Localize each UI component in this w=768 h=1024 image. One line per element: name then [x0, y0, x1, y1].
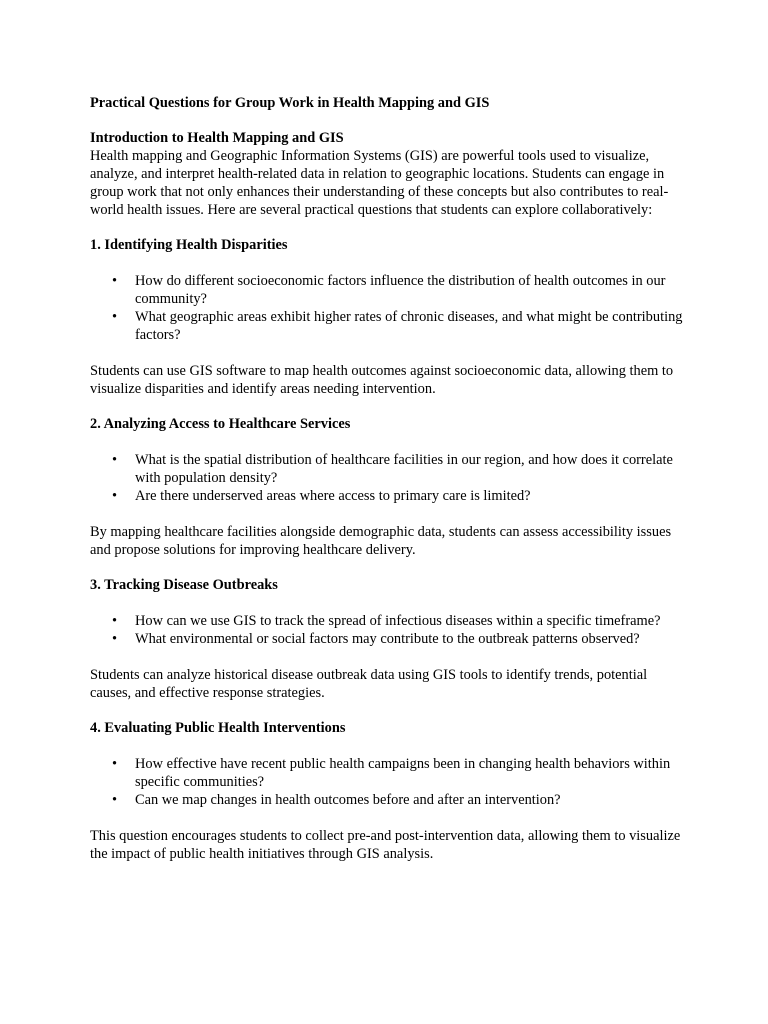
section-tracking-disease-outbreaks [90, 576, 685, 702]
question-list [90, 755, 685, 809]
document-title: Practical Questions for Group Work in Health Mapping and GIS [90, 95, 490, 111]
question-item [90, 612, 685, 630]
section-identifying-health-disparities [90, 236, 685, 398]
question-text: How effective have recent public health campaigns been in changing health behaviors within specific communities? [135, 756, 671, 790]
question-text: Are there underserved areas where access to primary care is limited? [135, 488, 531, 504]
bullet-icon: • [112, 488, 118, 504]
section-analyzing-access-to-healthcare [90, 415, 685, 559]
bullet-icon: • [112, 452, 118, 468]
question-text: How can we use GIS to track the spread of infectious diseases within a specific timeframe? [135, 613, 661, 629]
document-page [90, 94, 685, 863]
bullet-icon: • [112, 756, 118, 772]
question-text: What geographic areas exhibit higher rates of chronic diseases, and what might be contributing factors? [135, 309, 683, 343]
question-list [90, 612, 685, 648]
section-heading: 4. Evaluating Public Health Interventions [90, 720, 346, 736]
question-item [90, 791, 685, 809]
intro-heading: Introduction to Health Mapping and GIS [90, 130, 344, 146]
section-heading: 2. Analyzing Access to Healthcare Services [90, 416, 351, 432]
bullet-icon: • [112, 273, 118, 289]
section-paragraph: Students can analyze historical disease outbreak data using GIS tools to identify trends, potential causes, and effective response strategies. [90, 667, 648, 701]
bullet-icon: • [112, 792, 118, 808]
section-paragraph: This question encourages students to collect pre-and post-intervention data, allowing them to visualize the impact of public health initiatives through GIS analysis. [90, 828, 681, 862]
section-heading: 1. Identifying Health Disparities [90, 237, 288, 253]
question-item [90, 272, 685, 308]
question-item [90, 487, 685, 505]
section-paragraph: Students can use GIS software to map health outcomes against socioeconomic data, allowing them to visualize disparities and identify areas needing intervention. [90, 363, 674, 397]
bullet-icon: • [112, 631, 118, 647]
bullet-icon: • [112, 309, 118, 325]
section-paragraph: By mapping healthcare facilities alongside demographic data, students can assess accessibility issues and propose solutions for improving healthcare delivery. [90, 524, 672, 558]
question-text: What environmental or social factors may contribute to the outbreak patterns observed? [135, 631, 640, 647]
question-item [90, 308, 685, 344]
section-evaluating-public-health-interventions [90, 719, 685, 863]
bullet-icon: • [112, 613, 118, 629]
question-item [90, 451, 685, 487]
question-list [90, 272, 685, 344]
question-text: What is the spatial distribution of healthcare facilities in our region, and how does it correlate with population density? [135, 452, 673, 486]
intro-paragraph: Health mapping and Geographic Information Systems (GIS) are powerful tools used to visualize, analyze, and interpret health-related data in relation to geographic locations. Students can engage in group work that not only enhances their understanding of these concepts but also contributes to real-world health issues. Here are several practical questions that students can explore collaboratively: [90, 148, 669, 218]
question-text: Can we map changes in health outcomes before and after an intervention? [135, 792, 561, 808]
question-list [90, 451, 685, 505]
question-item [90, 630, 685, 648]
question-item [90, 755, 685, 791]
section-heading: 3. Tracking Disease Outbreaks [90, 577, 278, 593]
question-text: How do different socioeconomic factors influence the distribution of health outcomes in our community? [135, 273, 666, 307]
